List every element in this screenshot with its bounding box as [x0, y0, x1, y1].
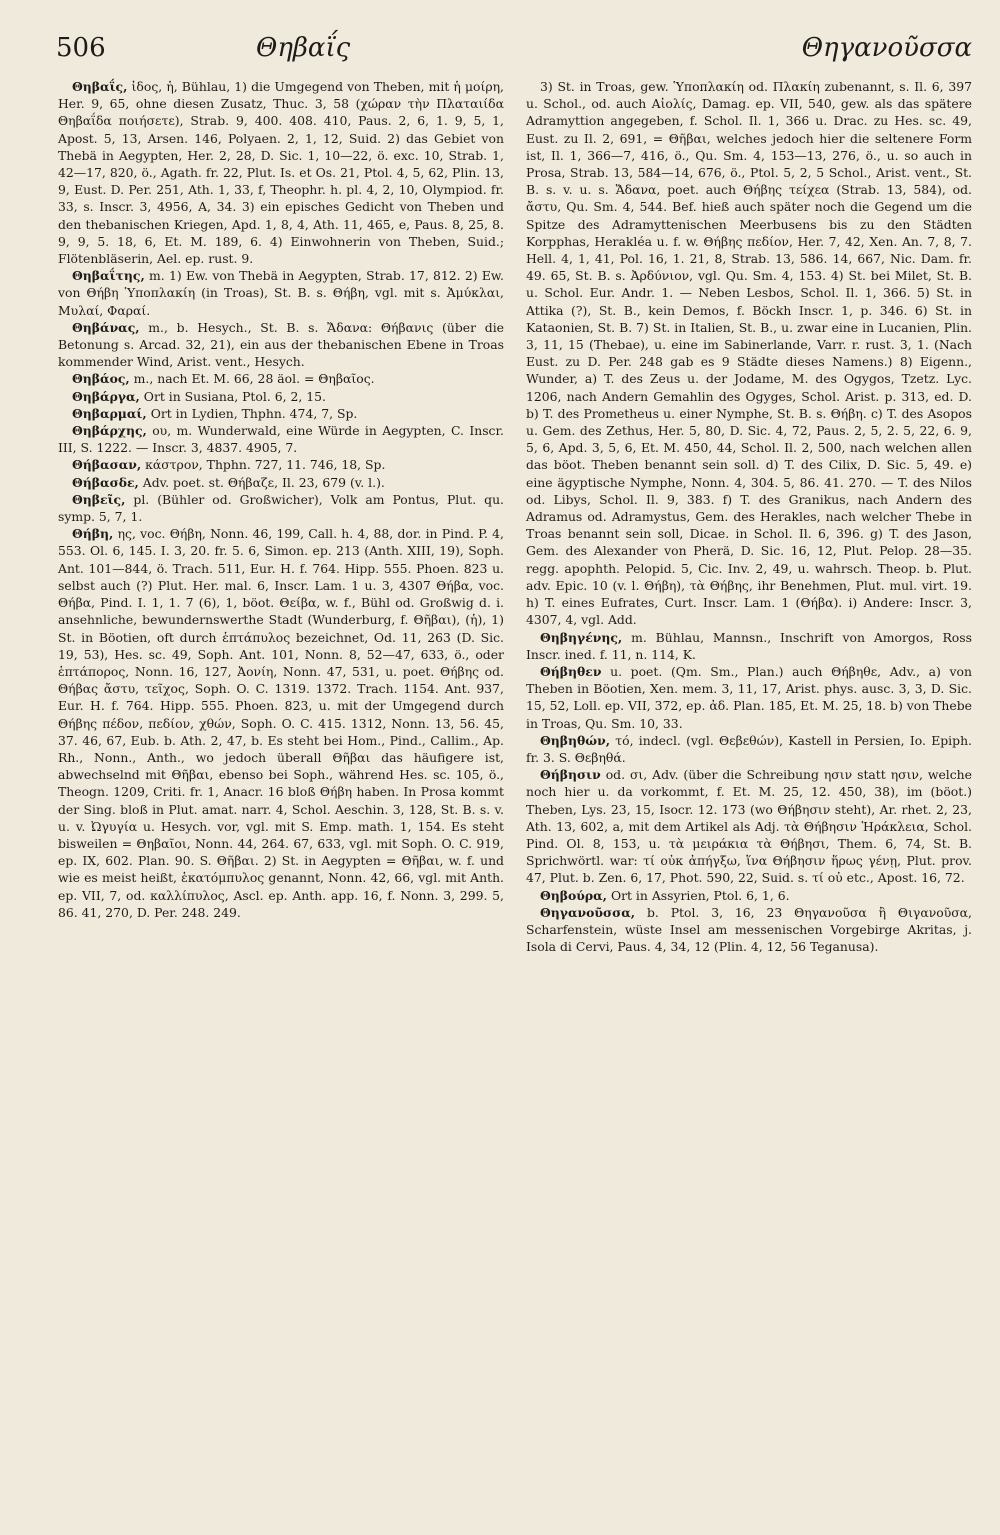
entry-headword: Θήβη, — [72, 526, 114, 542]
entry-text: Ort in Susiana, Ptol. 6, 2, 15. — [143, 388, 326, 404]
dictionary-entry — [58, 491, 504, 525]
entry-headword: Θηβεῖς, — [72, 491, 126, 507]
entry-headword: Θηβούρα, — [540, 887, 607, 903]
entry-text: pl. (Bühler od. Großwicher), Volk am Pontus, Plut. qu. symp. 5, 7, 1. — [58, 491, 504, 525]
dictionary-entry — [526, 78, 972, 629]
dictionary-entry — [58, 405, 504, 422]
entry-headword: Θήβασαν, — [72, 457, 142, 473]
entry-headword: Θηβάρχης, — [72, 423, 147, 439]
right-guide-word: Θηγανοῦσσα — [801, 33, 972, 63]
entry-headword: Θηγανοῦσσα, — [540, 904, 636, 920]
entry-headword: Θηβαΐς, — [72, 79, 128, 94]
dictionary-entry — [526, 732, 972, 766]
entry-text: m., nach Et. M. 66, 28 äol. = Θηβαῖος. — [133, 371, 375, 387]
entry-headword: Θήβηθεν — [540, 663, 602, 679]
entry-headword: Θηβάργα, — [72, 388, 140, 404]
left-column — [58, 78, 504, 921]
entry-headword: Θήβασδε, — [72, 474, 139, 490]
dictionary-entry — [526, 629, 972, 663]
entry-text: Ort in Assyrien, Ptol. 6, 1, 6. — [610, 887, 790, 903]
dictionary-entry — [58, 525, 504, 921]
entry-headword: Θηβαρμαί, — [72, 405, 147, 421]
entry-text: od. σι, Adv. (über die Schreibung ησιν statt ησιν, welche noch hier u. da vorkommt, f. Et. M. 25, 12. 450, 38), im (böot.) Theben, Lys. 23, 15, Isocr. 12. 173 (wo Θήβησιν steht), Ar. rhet. 2, 23, Ath. 13, 602, a, mit dem Artikel als Adj. τὰ Θήβησιν Ἡράκλεια, Schol. Pind. Ol. 8, 153, u. τὰ μειράκια τὰ Θήβησι, Them. 6, 74, St. B. Sprichwörtl. war: τί οὐκ ἀπήγξω, ἵνα Θήβησιν ἥρως γένῃ, Plut. prov. 47, Plut. b. Zen. 6, 17, Phot. 590, 22, Suid. s. τί οὐ etc., Apost. 16, 72. — [526, 767, 972, 886]
dictionary-entry — [58, 319, 504, 371]
dictionary-entry — [526, 766, 972, 886]
entry-text: 3) St. in Troas, gew. Ὑποπλακίη od. Πλακίη zubenannt, s. Il. 6, 397 u. Schol., od. auch Αἰολίς, Damag. ep. VII, 540, gew. als das spätere Adramyttion angegeben, f. Schol. Il. 1, 366 u. Drac. zu Hes. sc. 49, Eust. zu Il. 2, 691, = Θῆβαι, welches jedoch hier die seltenere Form ist, Il. 1, 366—7, 416, ö., Qu. Sm. 4, 153—13, 276, ö., u. so auch in Prosa, Strab. 13, 584—14, 676, ö., Ptol. 5, 2, 5 Schol., Arist. vent., St. B. s. v. u. s. Ἄδανα, poet. auch Θήβης τείχεα (Strab. 13, 584), od. ἄστυ, Qu. Sm. 4, 544. Bef. hieß auch später noch die Gegend um die Spitze des Adramyttenischen Meerbusens bis zu den Städten Korpphas, Herakléa u. f. w. Θήβης πεδίον, Her. 7, 42, Xen. An. 7, 8, 7. Hell. 4, 1, 41, Pol. 16, 1. 21, 8, Strab. 13, 586. 14, 667, Nic. Dam. fr. 49. 65, St. B. s. Ἀρδύνιον, vgl. Qu. Sm. 4, 153. 4) St. bei Milet, St. B. u. Schol. Eur. Andr. 1. — Neben Lesbos, Schol. Il. 1, 366. 5) St. in Attika (?), St. B., kein Demos, f. Böckh Inscr. 1, p. 346. 6) St. in Kataonien, St. B. 7) St. in Italien, St. B., u. zwar eine in Lucanien, Plin. 3, 11, 15 (Thebae), u. eine im Sabinerlande, Varr. r. rust. 3, 1. (Nach Eust. zu D. Per. 248 gab es 9 Städte dieses Namens.) 8) Eigenn., Wunder, a) T. des Zeus u. der Jodame, M. des Ogygos, Tzetz. Lyc. 1206, nach Andern Gemahlin des Ogyges, Schol. Arist. p. 313, ed. D. b) T. des Prometheus u. einer Nymphe, St. B. s. Θήβη. c) T. des Asopos u. Gem. des Zethus, Her. 5, 80, D. Sic. 4, 72, Paus. 2, 5, 2. 5, 22, 6. 9, 5, 6, Apd. 3, 5, 6, Et. M. 450, 44, Schol. Il. 2, 500, nach welchen allen das böot. Theben benannt sein soll. d) T. des Cilix, D. Sic. 5, 49. e) eine ägyptische Nymphe, Nonn. 4, 304. 5, 86. 41. 270. — T. des Nilos od. Libys, Schol. Il. 9, 383. f) T. des Granikus, nach Andern des Adramus od. Adramystus, Gem. des Herakles, nach welcher Thebe in Troas benannt sein soll, Dicae. in Schol. Il. 6, 396. g) T. des Jason, Gem. des Alexander von Pherä, D. Sic. 16, 12, Plut. Pelop. 28—35. regg. apophth. Pelopid. 5, Cic. Inv. 2, 49, u. wahrsch. Theop. b. Plut. adv. Epic. 10 (v. l. Θήβη), τὰ Θήβης, ihr Benehmen, Plut. mul. virt. 19. h) T. eines Eufrates, Curt. Inscr. Lam. 1 (Θήβα). i) Andere: Inscr. 3, 4307, 4, vgl. Add. — [526, 79, 972, 628]
entry-headword: Θηβαΐτης, — [72, 268, 145, 284]
dictionary-entry — [58, 78, 504, 267]
dictionary-entry — [58, 456, 504, 473]
page-header — [56, 26, 972, 70]
page-number: 506 — [56, 33, 106, 63]
entry-text: m. Bühlau, Mannsn., Inschrift von Amorgos, Ross Inscr. ined. f. 11, n. 114, K. — [526, 629, 972, 662]
dictionary-entry — [526, 663, 972, 732]
entry-text: m. 1) Ew. von Thebä in Aegypten, Strab. 17, 812. 2) Ew. von Θήβη Ὑποπλακίη (in Troas), St. B. s. Θήβη, vgl. mit s. Ἀμύκλαι, Μυλαί, Φαραί. — [58, 268, 504, 318]
entry-text: m., b. Hesych., St. B. s. Ἄδανα: Θήβανις (über die Betonung s. Arcad. 32, 21), ein aus der thebanischen Ebene in Troas kommender Wind, Arist. vent., Hesych. — [58, 319, 504, 370]
entry-headword: Θήβησιν — [540, 767, 601, 783]
entry-text: τό, indecl. (vgl. Θεβεθών), Kastell in Persien, Io. Epiph. fr. 3. S. Θεβηθά. — [526, 732, 972, 765]
entry-text: κάστρον, Thphn. 727, 11. 746, 18, Sp. — [145, 457, 386, 473]
dictionary-entry — [58, 474, 504, 491]
entry-text: ου, m. Wunderwald, eine Würde in Aegypten, C. Inscr. III, S. 1222. — Inscr. 3, 4837. 4905, 7. — [58, 423, 504, 456]
dictionary-entry — [526, 887, 972, 904]
dictionary-entry — [58, 388, 504, 405]
entry-text: Ort in Lydien, Thphn. 474, 7, Sp. — [150, 405, 358, 421]
entry-headword: Θηβηγένης, — [540, 629, 623, 645]
entry-text: Adv. poet. st. Θήβαζε, Il. 23, 679 (v. l.). — [142, 474, 385, 490]
dictionary-entry — [526, 904, 972, 956]
entry-headword: Θηβάος, — [72, 371, 130, 387]
left-guide-word: Θηβαΐς — [256, 33, 351, 63]
entry-text: ης, voc. Θήβη, Nonn. 46, 199, Call. h. 4, 88, dor. in Pind. P. 4, 553. Ol. 6, 145. I. 3, 20. fr. 5. 6, Simon. ep. 213 (Anth. XIII, 19), Soph. Ant. 101—844, ö. Trach. 511, Eur. H. f. 764. Hipp. 555. Phoen. 823 u. selbst auch (?) Plut. Her. mal. 6, Inscr. Lam. 1 u. 3, 4307 Θήβα, voc. Θήβα, Pind. I. 1, 1. 7 (6), 1, böot. Θείβα, w. f., Bühl od. Großwig d. i. ansehnliche, bewundernswerthe Stadt (Wunderburg, f. Θῆβαι), (ἡ), 1) St. in Böotien, oft durch ἑπτάπυλος bezeichnet, Od. 11, 263 (D. Sic. 19, 53), Hes. sc. 49, Soph. Ant. 101, Nonn. 8, 52—47, 633, ö., oder ἑπτάπορος, Nonn. 16, 127, Ἀονίη, Nonn. 47, 531, u. poet. Θήβης od. Θήβας ἄστυ, τεῖχος, Soph. O. C. 1319. 1372. Trach. 1154. Ant. 937, Eur. H. f. 764. Hipp. 555. Phoen. 823, u. mit der Umgegend durch Θήβης πέδον, πεδίον, χθών, Soph. O. C. 415. 1312, Nonn. 13, 56. 45, 37. 46, 67, Eub. b. Ath. 2, 47, b. Es steht bei Hom., Pind., Callim., Ap. Rh., Nonn., Anth., wo jedoch überall Θῆβαι das häufigere ist, abwechselnd mit Θῆβαι, ebenso bei Soph., während Hes. sc. 105, ö., Theogn. 1209, Criti. fr. 1, Anacr. 16 bloß Θήβη haben. In Prosa kommt der Sing. bloß in Plut. amat. narr. 4, Schol. Aeschin. 3, 128, St. B. s. v. u. v. Ὠγυγία u. Hesych. vor, vgl. mit S. Emp. math. 1, 154. Es steht bisweilen = Θηβαῖοι, Nonn. 44, 264. 67, 633, vgl. mit Soph. O. C. 919, ep. IX, 602. Plan. 90. S. Θῆβαι. 2) St. in Aegypten = Θῆβαι, w. f. und wie es meist heißt, ἑκατόμπυλος genannt, Nonn. 42, 66, vgl. mit Anth. ep. VII, 7, od. καλλίπυλος, Ascl. ep. Anth. app. 16, f. Nonn. 3, 299. 5, 86. 41, 270, D. Per. 248. 249. — [58, 526, 504, 920]
entry-headword: Θηβάνας, — [72, 319, 140, 335]
right-column — [526, 78, 972, 955]
entry-text: u. poet. (Qm. Sm., Plan.) auch Θήβηθε, Adv., a) von Theben in Böotien, Xen. mem. 3, 11, 17, Arist. phys. ausc. 3, 3, D. Sic. 15, 52, Loll. ep. VII, 372, ep. ἀδ. Plan. 185, Et. M. 25, 18. b) von Thebe in Troas, Qu. Sm. 10, 33. — [526, 663, 972, 731]
dictionary-entry — [58, 370, 504, 387]
dictionary-entry — [58, 267, 504, 319]
entry-headword: Θηβηθών, — [540, 732, 611, 748]
entry-text: ἰδος, ἡ, Bühlau, 1) die Umgegend von Theben, mit ἡ μοίρη, Her. 9, 65, ohne diesen Zusatz, Thuc. 3, 58 (χώραν τὴν Πλαταιίδα Θηβαΐδα ποιήσετε), Strab. 9, 400. 408. 410, Paus. 2, 6, 1. 9, 5, 1, Apost. 5, 13, Arsen. 146, Polyaen. 2, 1, 12, Suid. 2) das Gebiet von Thebä in Aegypten, Her. 2, 28, D. Sic. 1, 10—22, ö. exc. 10, Strab. 1, 42—17, 820, ö., Agath. fr. 22, Plut. Is. et Os. 21, Ptol. 4, 5, 62, Plin. 13, 9, Eust. D. Per. 251, Ath. 1, 33, f, Theophr. h. pl. 4, 2, 10, Olympiod. fr. 33, s. Inscr. 3, 4956, A, 34. 3) ein episches Gedicht von Theben und den thebanischen Kriegen, Apd. 1, 8, 4, Ath. 11, 465, e, Paus. 8, 25, 8. 9, 9, 5. 18, 6, Et. M. 189, 6. 4) Einwohnerin von Theben, Suid.; Flötenbläserin, Ael. ep. rust. 9. — [58, 79, 504, 267]
entry-text: b. Ptol. 3, 16, 23 Θηγανοῦσα ἢ Θιγανοῦσα, Scharfenstein, wüste Insel am messenischen Vorgebirge Akritas, j. Isola di Cervi, Paus. 4, 34, 12 (Plin. 4, 12, 56 Teganusa). — [526, 904, 972, 955]
dictionary-entry — [58, 422, 504, 456]
